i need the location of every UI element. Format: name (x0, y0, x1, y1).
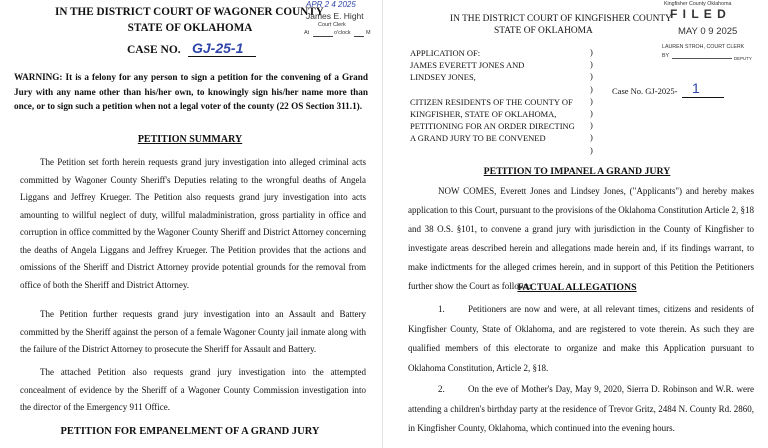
case-number-underline (188, 56, 256, 57)
filed-stamp-title: F I L E D (670, 7, 727, 21)
caption-line: KINGFISHER, STATE OF OKLAHOMA, (410, 109, 557, 119)
case-number-label: CASE NO. (127, 44, 181, 56)
filed-stamp-oclock: o'clock (334, 30, 351, 36)
caption-bracket: ) ) ) ) ) ) ) ) ) (590, 47, 593, 155)
page-divider (382, 0, 383, 448)
caption-line: PETITIONING FOR AN ORDER DIRECTING (410, 121, 575, 131)
empanelment-heading: PETITION FOR EMPANELMENT OF A GRAND JURY (60, 426, 320, 437)
kingfisher-petition-page (386, 0, 768, 448)
caption-line: LINDSEY JONES, (410, 72, 476, 82)
filed-stamp-clerk-name: James E. Hight (306, 11, 364, 21)
filed-stamp-m-line (354, 36, 364, 37)
court-name-line2: STATE OF OKLAHOMA (127, 22, 253, 34)
case-number-value: 1 (692, 80, 700, 96)
court-name-line2: STATE OF OKLAHOMA (494, 26, 593, 36)
caption-line: APPLICATION OF: (410, 48, 481, 58)
case-number-value: GJ-25-1 (192, 40, 244, 56)
filed-stamp-at: At (304, 30, 310, 36)
wagoner-petition-page (0, 0, 380, 448)
filed-stamp-clerk-title: Court Clerk (318, 22, 346, 28)
filed-stamp-clerk: LAUREN STROH, COURT CLERK (662, 44, 745, 50)
allegation-1-text: Petitioners are now and were, at all relevant times, citizens and residents of Kingfisher County, State of Oklahoma, and are registered to vote therein. As such they are qualified members of this electorate to organize and make this Application pursuant to Oklahoma Constitution, Article 2, §18. (408, 304, 754, 373)
summary-paragraph-3: The attached Petition also requests grand jury investigation into the attempted concealment of evidence by the Sheriff of a Wagoner County Commission investigation into the director of the Emergency 911 Office. (20, 367, 366, 412)
petition-heading: PETITION TO IMPANEL A GRAND JURY (483, 166, 671, 177)
summary-paragraph-2: The Petition further requests grand jury investigation into an Assault and Battery committed by the Sheriff against the person of a female Wagoner County jail inmate along with the failure of the District Attorney to prosecute the Sheriff for Assault and Battery. (20, 309, 366, 354)
court-name-line1: IN THE DISTRICT COURT OF KINGFISHER COUNTY (450, 14, 672, 24)
allegation-2-number: 2. (438, 384, 445, 394)
filed-stamp-time-line (313, 36, 333, 37)
intro-paragraph: NOW COMES, Everett Jones and Lindsey Jones, ("Applicants") and hereby makes application to this Court, pursuant to the provisions of the Oklahoma Constitution Article 2, §18 and 38 O.S. §101, to convene a grand jury with jurisdiction in the County of Kingfisher to investigate areas described herein and allegations made herein and, if its findings warrant, to make indictments for the alleged crimes herein, and in support of this Petition the Petitioners further show the Court as follows: (408, 186, 754, 291)
filed-stamp-deputy: DEPUTY (734, 56, 752, 61)
allegation-1-number: 1. (438, 304, 445, 314)
caption-line: JAMES EVERETT JONES AND (410, 60, 525, 70)
filed-stamp-county: Kingfisher County Oklahoma (664, 1, 732, 7)
court-name-line1: IN THE DISTRICT COURT OF WAGONER COUNTY (55, 6, 324, 18)
summary-paragraph-1: The Petition set forth herein requests grand jury investigation into alleged criminal acts committed by Wagoner County Sheriff's Deputies relating to the wrongful deaths of Angela Liggans and Jeffrey Krueger. The Petition also requests grand jury investigation into acts amounting to willful neglect of duty, willful maladministration, gross partiality in office and corruption in office committed by the Wagoner County Sheriff and District Attorney concerning the deaths of Angela Liggans and Jeffrey Krueger. The Petition provides that the actions and omissions of the Sheriff and District Attorney provide potential grounds for the removal from office of both the Sheriff and District Attorney. (20, 157, 366, 290)
filed-stamp-by: BY (662, 53, 670, 59)
felony-warning: WARNING: It is a felony for any person to sign a petition for the convening of a Grand Jury with any name other than his/her own, to knowingly sign his/her name more than once, or to sign such a petition when not a legal voter of the county (22 OS Section 311.1). (14, 72, 368, 112)
filed-stamp-m: M (366, 30, 371, 36)
factual-allegations-heading: FACTUAL ALLEGATIONS (517, 282, 637, 293)
filed-stamp-by-line (672, 58, 732, 59)
filed-stamp-date: MAY 0 9 2025 (678, 26, 738, 37)
filed-stamp-date: APR 2 4 2025 (306, 0, 356, 9)
allegation-2-text: On the eve of Mother's Day, May 9, 2020, Sierra D. Robinson and W.R. were attending a children's birthday party at the residence of Trevor Gritz, 2484 N. County Rd. 2860, in Kingfisher County, Oklahoma, which continued into the evening hours. (408, 384, 754, 433)
case-number-label: Case No. GJ-2025- (612, 86, 678, 96)
petition-summary-heading: PETITION SUMMARY (137, 134, 243, 145)
caption-line: CITIZEN RESIDENTS OF THE COUNTY OF (410, 97, 573, 107)
caption-line: A GRAND JURY TO BE CONVENED (410, 133, 546, 143)
case-number-underline (682, 97, 724, 98)
